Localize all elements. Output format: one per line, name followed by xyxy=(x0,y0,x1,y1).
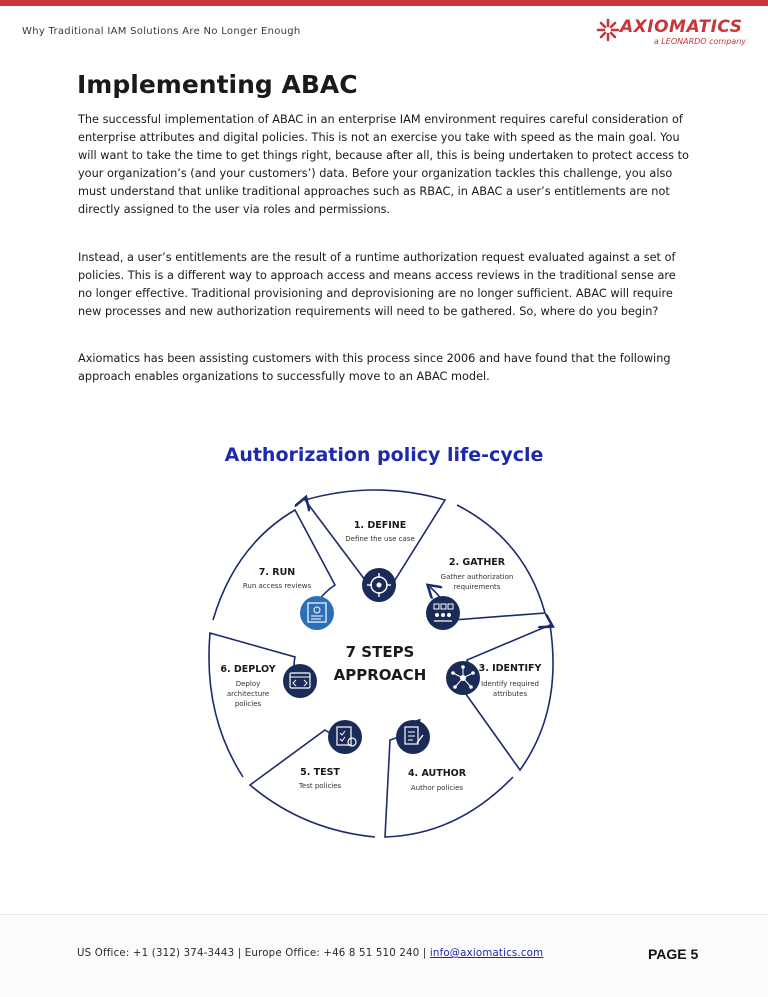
team-icon xyxy=(426,596,460,630)
step-desc: policies xyxy=(234,700,262,708)
document-icon xyxy=(396,720,430,754)
logo-wordmark: AXIOMATICS xyxy=(620,17,743,37)
page-heading: Implementing ABAC xyxy=(77,70,358,99)
checklist-icon xyxy=(328,720,362,754)
step-title: 5. TEST xyxy=(300,767,340,778)
entitlements-paragraph: Instead, a user’s entitlements are the result of a runtime authorization request evaluated against a set of policies. This is a different way to approach access and means access reviews in the traditional sense are no longer effective. Traditional provisioning and deprovisioning are no longer sufficient. ABAC will require new processes and new authorization requirements will need to be gathered. So, where do you begin? xyxy=(78,251,676,318)
page-number: PAGE 5 xyxy=(648,946,699,962)
approach-paragraph: Axiomatics has been assisting customers with this process since 2006 and have found that the following approach enables organizations to successfully move to an ABAC model. xyxy=(78,352,671,383)
step-desc: Identify required xyxy=(481,680,539,688)
step-test xyxy=(298,767,342,790)
intro-paragraph: The successful implementation of ABAC in an enterprise IAM environment requires careful consideration of enterprise attributes and digital policies. This is not an exercise you take with speed as the main goal. You will want to take the time to get things right, because after all, this is being undertaken to protect access to your organization’s (and your customers’) data. Before your organization tackles this challenge, you also must understand that unlike traditional approaches such as RBAC, in ABAC a user’s entitlements are not directly assigned to the user via roles and permissions. xyxy=(78,113,689,216)
lifecycle-diagram xyxy=(195,485,565,855)
network-icon xyxy=(446,661,480,695)
center-label-line2: APPROACH xyxy=(333,666,427,684)
step-desc: Run access reviews xyxy=(242,582,312,590)
step-desc: attributes xyxy=(492,690,528,698)
step-desc: Author policies xyxy=(410,784,464,792)
logo-star-icon xyxy=(596,18,620,42)
diagram-title: Authorization policy life-cycle xyxy=(224,444,544,466)
center-label-line1: 7 STEPS xyxy=(345,643,415,661)
running-header: Why Traditional IAM Solutions Are No Longer Enough xyxy=(22,26,301,37)
email-link[interactable]: info@axiomatics.com xyxy=(429,948,544,959)
step-desc: requirements xyxy=(453,583,501,591)
step-title: 3. IDENTIFY xyxy=(478,663,542,674)
review-icon xyxy=(300,596,334,630)
code-icon xyxy=(283,664,317,698)
step-define xyxy=(345,520,415,543)
step-author xyxy=(408,768,467,792)
step-run xyxy=(243,567,312,590)
step-desc: Test policies xyxy=(298,782,342,790)
step-desc: Deploy xyxy=(235,680,261,688)
step-gather xyxy=(441,557,514,591)
logo-tagline: a LEONARDO company xyxy=(653,37,746,46)
step-title: 6. DEPLOY xyxy=(220,664,276,675)
step-title: 1. DEFINE xyxy=(353,520,407,531)
step-deploy xyxy=(220,664,275,708)
step-title: 2. GATHER xyxy=(448,557,506,568)
step-identify xyxy=(479,663,542,698)
footer-contact xyxy=(77,948,543,959)
step-desc: Define the use case xyxy=(345,535,415,543)
step-title: 7. RUN xyxy=(258,567,296,578)
axiomatics-logo[interactable] xyxy=(592,16,752,50)
top-accent-bar xyxy=(0,0,768,6)
target-icon xyxy=(362,568,396,602)
step-title: 4. AUTHOR xyxy=(407,768,467,779)
office-phones: US Office: +1 (312) 374-3443 | Europe Office: +46 8 51 510 240 | xyxy=(77,948,430,959)
step-desc: architecture xyxy=(226,690,270,698)
step-desc: Gather authorization xyxy=(440,573,514,581)
